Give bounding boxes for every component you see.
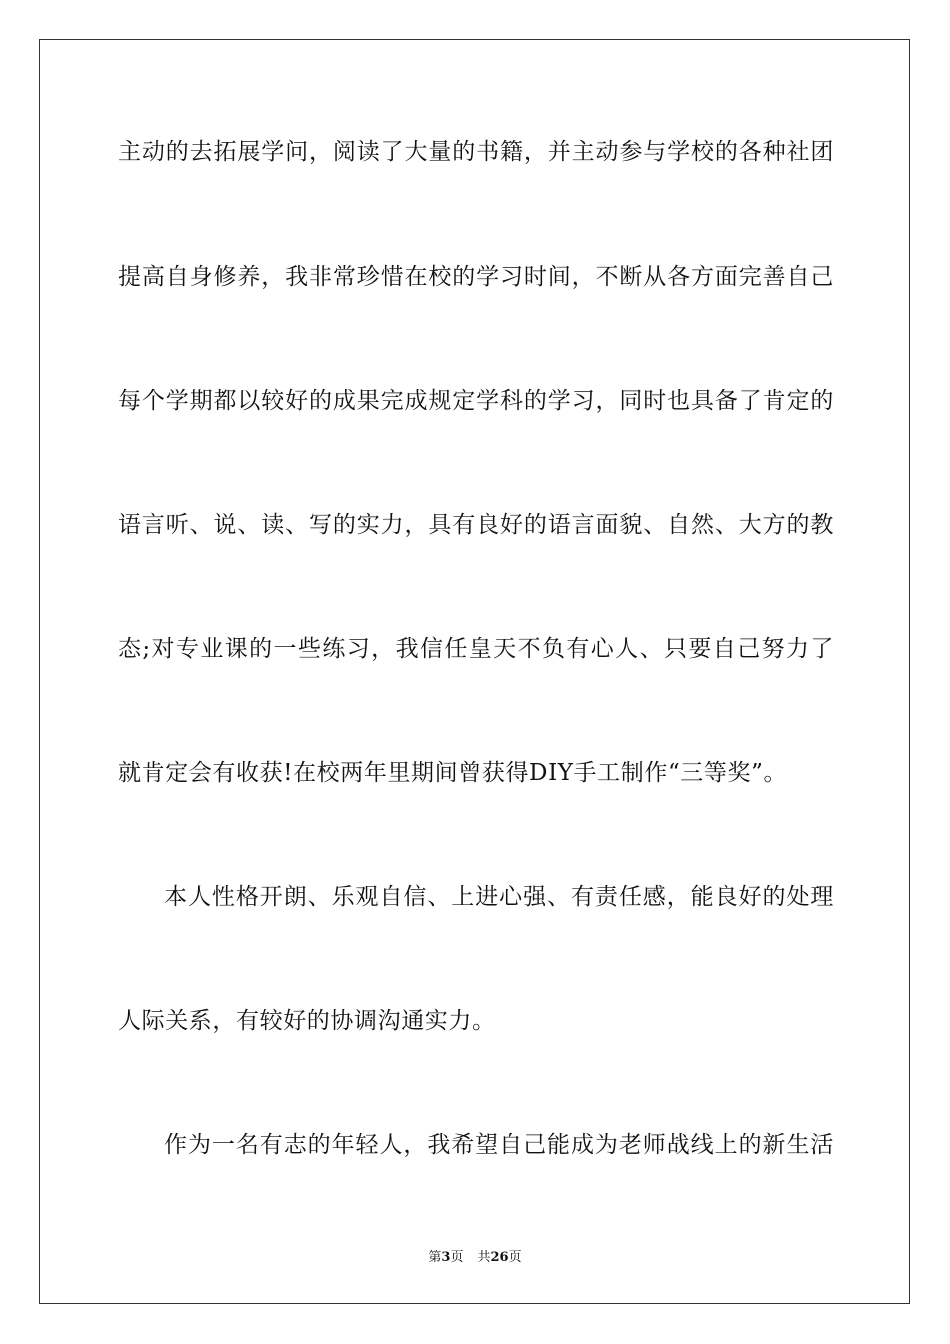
body-text-line: 每个学期都以较好的成果完成规定学科的学习，同时也具备了肯定的: [118, 388, 834, 414]
body-text-line: 就肯定会有收获!在校两年里期间曾获得DIY手工制作“三等奖”。: [118, 760, 788, 786]
paragraph-first-line: 本人性格开朗、乐观自信、上进心强、有责任感，能良好的处理: [164, 884, 834, 910]
total-suffix: 页: [508, 1250, 522, 1265]
page-prefix: 第: [428, 1250, 442, 1265]
paragraph-first-line: 作为一名有志的年轻人，我希望自己能成为老师战线上的新生活: [164, 1132, 834, 1158]
page-suffix: 页: [450, 1250, 464, 1265]
body-text-line: 人际关系，有较好的协调沟通实力。: [118, 1008, 496, 1034]
body-text-line: 语言听、说、读、写的实力，具有良好的语言面貌、自然、大方的教: [118, 512, 834, 538]
page-number: 3: [441, 1250, 451, 1265]
page-border: [39, 39, 910, 1304]
body-text-line: 提高自身修养，我非常珍惜在校的学习时间，不断从各方面完善自己: [118, 264, 834, 290]
total-prefix: 共: [477, 1250, 491, 1265]
body-text-line: 主动的去拓展学问，阅读了大量的书籍，并主动参与学校的各种社团: [118, 139, 834, 165]
page-footer: [0, 1249, 950, 1267]
body-text-line: 态;对专业课的一些练习，我信任皇天不负有心人、只要自己努力了: [118, 636, 834, 662]
total-pages: 26: [490, 1250, 509, 1265]
